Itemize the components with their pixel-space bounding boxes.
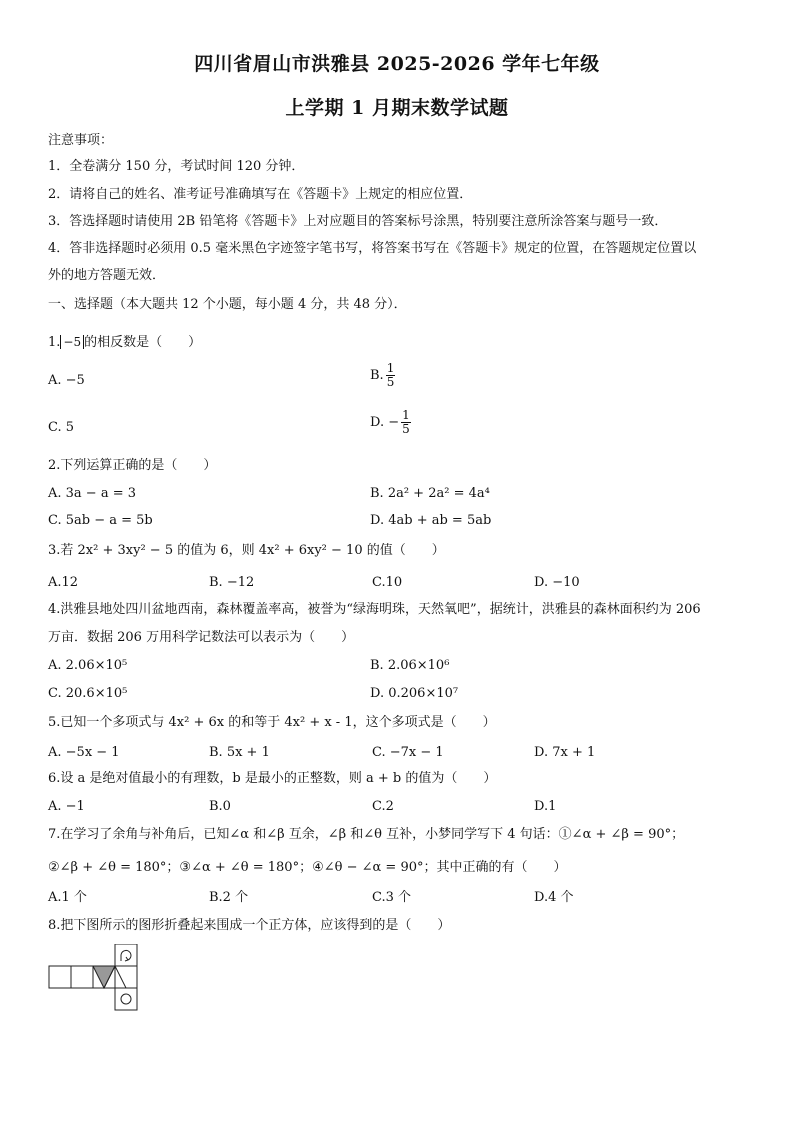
note-3: 3．答选择题时请使用 2B 铅笔将《答题卡》上对应题目的答案标号涂黑，特别要注意所涂答案与题号一致． [48, 214, 668, 229]
q4-option-d: D. 0.206×10⁷ [370, 686, 459, 701]
exam-title-line2: 上学期 1 月期末数学试题 [285, 97, 509, 119]
note-2: 2．请将自己的姓名、准考证号准确填写在《答题卡》上规定的相应位置． [48, 187, 473, 202]
q5-option-d: D. 7x + 1 [534, 745, 596, 760]
q7-option-a: A.1 个 [48, 890, 87, 905]
q3-option-a: A.12 [48, 575, 79, 590]
q3-option-b: B. −12 [209, 575, 255, 590]
note-4: 4．答非选择题时必须用 0.5 毫米黑色字迹签字笔书写，将答案书写在《答题卡》规定的位置，在答题规定位置以 [48, 241, 697, 256]
q7-option-b: B.2 个 [209, 890, 249, 905]
net-square-1 [49, 966, 71, 988]
net-square-top [115, 944, 137, 966]
q2-option-a: A. 3a − a = 3 [48, 486, 137, 501]
q5-option-b: B. 5x + 1 [209, 745, 270, 760]
q1-d-fraction: $\frac{1}{5}$ [402, 408, 410, 436]
q3-option-d: D. −10 [534, 575, 580, 590]
q6-option-d: D.1 [534, 799, 557, 814]
q5-option-c: C. −7x − 1 [372, 745, 444, 760]
q4-option-b: B. 2.06×10⁶ [370, 658, 450, 673]
net-square-bottom [115, 988, 137, 1010]
q1-text: 的相反数是（ ） [84, 335, 202, 350]
question-7-stem-line2: ②∠β + ∠θ = 180°；③∠α + ∠θ = 180°；④∠θ − ∠α = 90°；其中正确的有（ ） [48, 860, 567, 875]
cube-net-figure [48, 944, 144, 1012]
q5-option-a: A. −5x − 1 [48, 745, 120, 760]
question-3-stem: 3.若 2x² + 3xy² − 5 的值为 6，则 4x² + 6xy² − 10 的值（ ） [48, 543, 445, 558]
net-square-4 [115, 966, 137, 988]
q6-option-a: A. −1 [48, 799, 85, 814]
section-title-choice: 一、选择题（本大题共 12 个小题，每小题 4 分，共 48 分）． [48, 297, 407, 312]
q2-option-d: D. 4ab + ab = 5ab [370, 513, 492, 528]
q1-absolute-value: −5 [60, 335, 84, 349]
question-7-stem-line1: 7.在学习了余角与补角后，已知∠α 和∠β 互余，∠β 和∠θ 互补，小梦同学写下 4 句话：①∠α + ∠β = 90°； [48, 827, 685, 842]
q7-option-d: D.4 个 [534, 890, 574, 905]
q1-number: 1. [48, 335, 61, 350]
q6-option-b: B.0 [209, 799, 231, 814]
q4-option-c: C. 20.6×10⁵ [48, 686, 128, 701]
circle-icon [121, 994, 131, 1004]
q7-option-c: C.3 个 [372, 890, 412, 905]
question-4-stem-line1: 4.洪雅县地处四川盆地西南，森林覆盖率高，被誉为“绿海明珠，天然氧吧”，据统计，洪雅县的森林面积约为 206 [48, 602, 701, 617]
q2-option-c: C. 5ab − a = 5b [48, 513, 153, 528]
q1-option-b: B. $\frac{1}{5}$ [370, 361, 395, 389]
notes-heading: 注意事项： [48, 133, 114, 148]
net-square-2 [71, 966, 93, 988]
question-1-stem [48, 333, 201, 352]
question-4-stem-line2: 万亩．数据 206 万用科学记数法可以表示为（ ） [48, 630, 355, 645]
question-8-stem: 8.把下图所示的图形折叠起来围成一个正方体，应该得到的是（ ） [48, 918, 451, 933]
q2-option-b: B. 2a² + 2a² = 4a⁴ [370, 486, 490, 501]
q3-option-c: C.10 [372, 575, 403, 590]
question-2-stem: 2.下列运算正确的是（ ） [48, 458, 217, 473]
shaded-triangle-icon [93, 966, 115, 988]
q1-option-a: A. −5 [48, 373, 85, 388]
q1-option-d: D. − $\frac{1}{5}$ [370, 408, 410, 436]
q1-b-fraction: $\frac{1}{5}$ [386, 361, 395, 389]
question-5-stem: 5.已知一个多项式与 4x² + 6x 的和等于 4x² + x - 1，这个多项式是（ ） [48, 715, 496, 730]
question-6-stem: 6.设 a 是绝对值最小的有理数，b 是最小的正整数，则 a + b 的值为（ ） [48, 771, 497, 786]
curved-arrow-icon [121, 950, 131, 961]
q1-option-c: C. 5 [48, 420, 75, 435]
q6-option-c: C.2 [372, 799, 394, 814]
note-4-cont: 外的地方答题无效． [48, 268, 166, 283]
exam-title-line1: 四川省眉山市洪雅县 2025-2026 学年七年级 [194, 53, 600, 75]
note-1: 1．全卷满分 150 分，考试时间 120 分钟． [48, 159, 305, 174]
diagonal-line-icon [115, 966, 126, 988]
q4-option-a: A. 2.06×10⁵ [48, 658, 128, 673]
